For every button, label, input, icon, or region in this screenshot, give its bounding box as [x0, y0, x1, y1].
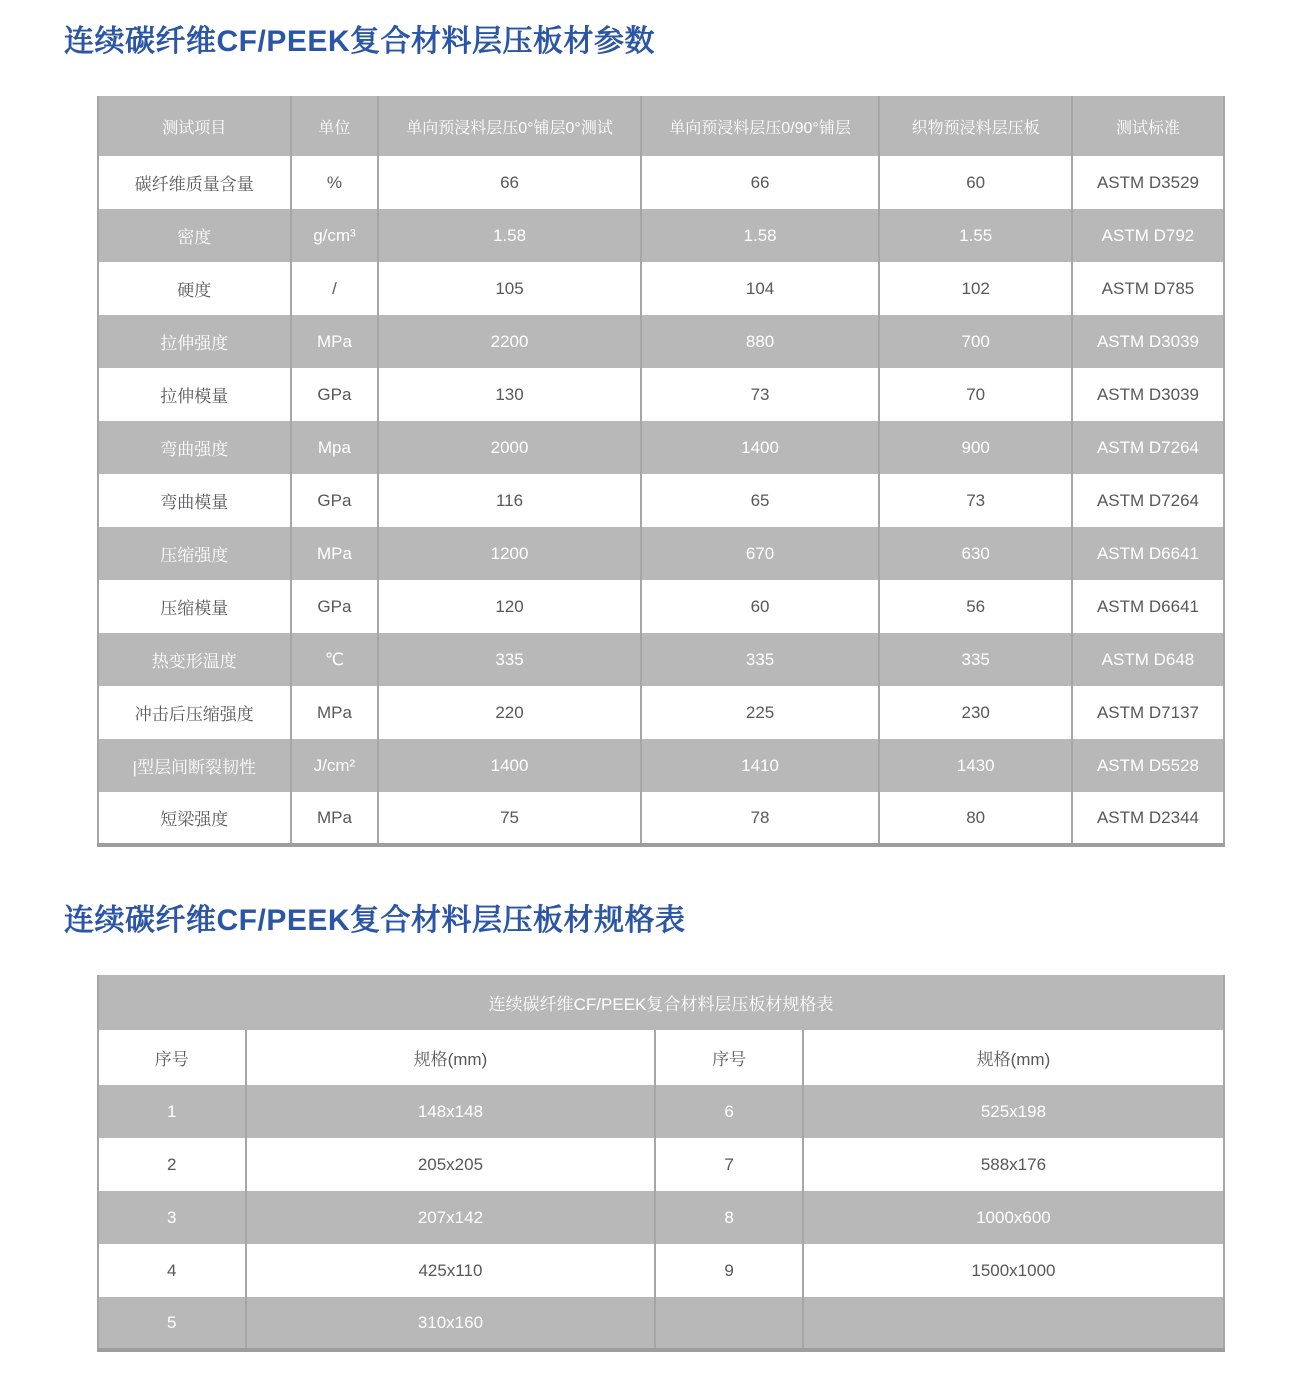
table-cell: 78	[641, 792, 880, 845]
table-cell: MPa	[291, 315, 379, 368]
table-cell: MPa	[291, 686, 379, 739]
specs-table-header: 连续碳纤维CF/PEEK复合材料层压板材规格表	[488, 995, 834, 1014]
table-cell: 335	[378, 633, 640, 686]
table-row	[98, 1191, 1224, 1244]
table-cell: J/cm²	[291, 739, 379, 792]
table-cell: %	[291, 156, 379, 209]
table-row	[98, 262, 1224, 315]
table-row	[98, 1138, 1224, 1191]
table-cell: |型层间断裂韧性	[98, 739, 291, 792]
table-row	[98, 368, 1224, 421]
table-cell: ASTM D3039	[1072, 368, 1224, 421]
specs-table-title-row	[98, 975, 1224, 1030]
table-cell: 120	[378, 580, 640, 633]
table-cell: 670	[641, 527, 880, 580]
table-cell: 880	[641, 315, 880, 368]
table-cell: g/cm³	[291, 209, 379, 262]
table-cell: 205x205	[246, 1138, 656, 1191]
table-cell: 硬度	[98, 262, 291, 315]
table-cell: 7	[655, 1138, 803, 1191]
table-cell: 104	[641, 262, 880, 315]
table-cell: Mpa	[291, 421, 379, 474]
table-cell: ASTM D5528	[1072, 739, 1224, 792]
table-cell: GPa	[291, 368, 379, 421]
table-cell: 1410	[641, 739, 880, 792]
table-cell: 116	[378, 474, 640, 527]
table-cell: 630	[879, 527, 1072, 580]
table-cell: 230	[879, 686, 1072, 739]
table-cell: 225	[641, 686, 880, 739]
table-cell: 弯曲模量	[98, 474, 291, 527]
column-header-fabric: 织物预浸料层压板	[879, 96, 1072, 156]
column-header-size-right: 规格(mm)	[803, 1030, 1224, 1085]
specs-title: 连续碳纤维CF/PEEK复合材料层压板材规格表	[64, 904, 686, 937]
table-cell	[655, 1297, 803, 1350]
table-cell: 525x198	[803, 1085, 1224, 1138]
table-row	[98, 580, 1224, 633]
table-row	[98, 1244, 1224, 1297]
table-cell: 1	[98, 1085, 246, 1138]
table-cell: 73	[641, 368, 880, 421]
table-cell: ASTM D3039	[1072, 315, 1224, 368]
table-cell: 1.55	[879, 209, 1072, 262]
table-cell: 2000	[378, 421, 640, 474]
table-cell: ASTM D6641	[1072, 527, 1224, 580]
table-cell: 73	[879, 474, 1072, 527]
table-cell: GPa	[291, 474, 379, 527]
table-cell: 压缩模量	[98, 580, 291, 633]
table-cell: 60	[879, 156, 1072, 209]
table-cell: 335	[641, 633, 880, 686]
table-cell: ASTM D3529	[1072, 156, 1224, 209]
table-cell: 1000x600	[803, 1191, 1224, 1244]
table-cell: /	[291, 262, 379, 315]
table-cell: 130	[378, 368, 640, 421]
table-cell: ℃	[291, 633, 379, 686]
table-cell: 短梁强度	[98, 792, 291, 845]
table-row	[98, 1297, 1224, 1350]
table-cell: 66	[378, 156, 640, 209]
table-cell: ASTM D785	[1072, 262, 1224, 315]
table-row	[98, 421, 1224, 474]
table-cell: 3	[98, 1191, 246, 1244]
table-row	[98, 739, 1224, 792]
table-cell: 207x142	[246, 1191, 656, 1244]
table-cell: ASTM D7137	[1072, 686, 1224, 739]
table-cell: 6	[655, 1085, 803, 1138]
table-cell: 1.58	[641, 209, 880, 262]
table-cell: 密度	[98, 209, 291, 262]
table-cell: 56	[879, 580, 1072, 633]
column-header-index-left: 序号	[98, 1030, 246, 1085]
table-cell: 220	[378, 686, 640, 739]
table-cell: ASTM D7264	[1072, 474, 1224, 527]
column-header-uni-0-90deg: 单向预浸料层压0/90°铺层	[641, 96, 880, 156]
table-cell: ASTM D2344	[1072, 792, 1224, 845]
column-header-index-right: 序号	[655, 1030, 803, 1085]
parameters-title: 连续碳纤维CF/PEEK复合材料层压板材参数	[64, 25, 656, 58]
column-header-uni-0deg: 单向预浸料层压0°铺层0°测试	[378, 96, 640, 156]
table-cell: 5	[98, 1297, 246, 1350]
table-cell: 压缩强度	[98, 527, 291, 580]
table-cell: MPa	[291, 527, 379, 580]
table-cell: 1500x1000	[803, 1244, 1224, 1297]
parameters-table	[97, 96, 1225, 847]
table-cell: 66	[641, 156, 880, 209]
table-cell: 1.58	[378, 209, 640, 262]
table-cell: 700	[879, 315, 1072, 368]
table-cell: 4	[98, 1244, 246, 1297]
column-header-test-item: 测试项目	[98, 96, 291, 156]
parameters-header-row	[98, 96, 1224, 156]
table-row	[98, 792, 1224, 845]
table-cell: 105	[378, 262, 640, 315]
table-cell: 8	[655, 1191, 803, 1244]
table-cell: 60	[641, 580, 880, 633]
specs-table	[97, 975, 1225, 1352]
table-cell	[803, 1297, 1224, 1350]
table-row	[98, 156, 1224, 209]
table-row	[98, 527, 1224, 580]
table-cell: 热变形温度	[98, 633, 291, 686]
table-row	[98, 633, 1224, 686]
table-cell: 310x160	[246, 1297, 656, 1350]
column-header-size-left: 规格(mm)	[246, 1030, 656, 1085]
table-cell: 75	[378, 792, 640, 845]
table-cell: 65	[641, 474, 880, 527]
table-cell: 1400	[378, 739, 640, 792]
table-cell: 冲击后压缩强度	[98, 686, 291, 739]
table-row	[98, 1085, 1224, 1138]
table-cell: 碳纤维质量含量	[98, 156, 291, 209]
table-cell: GPa	[291, 580, 379, 633]
table-row	[98, 474, 1224, 527]
table-cell: 1200	[378, 527, 640, 580]
table-cell: 588x176	[803, 1138, 1224, 1191]
column-header-standard: 测试标准	[1072, 96, 1224, 156]
table-cell: MPa	[291, 792, 379, 845]
column-header-unit: 单位	[291, 96, 379, 156]
table-cell: 9	[655, 1244, 803, 1297]
table-cell: ASTM D7264	[1072, 421, 1224, 474]
table-cell: 2200	[378, 315, 640, 368]
table-row	[98, 315, 1224, 368]
table-cell: ASTM D792	[1072, 209, 1224, 262]
table-row	[98, 209, 1224, 262]
table-cell: 70	[879, 368, 1072, 421]
table-cell: 425x110	[246, 1244, 656, 1297]
table-cell: 1400	[641, 421, 880, 474]
table-cell: 1430	[879, 739, 1072, 792]
table-row	[98, 686, 1224, 739]
table-cell: 102	[879, 262, 1072, 315]
table-cell: 2	[98, 1138, 246, 1191]
table-cell: 拉伸强度	[98, 315, 291, 368]
table-cell: 80	[879, 792, 1072, 845]
table-cell: 弯曲强度	[98, 421, 291, 474]
table-cell: 335	[879, 633, 1072, 686]
table-cell: ASTM D648	[1072, 633, 1224, 686]
specs-subheader-row	[98, 1030, 1224, 1085]
table-cell: 148x148	[246, 1085, 656, 1138]
table-cell: 900	[879, 421, 1072, 474]
table-cell: 拉伸模量	[98, 368, 291, 421]
table-cell: ASTM D6641	[1072, 580, 1224, 633]
